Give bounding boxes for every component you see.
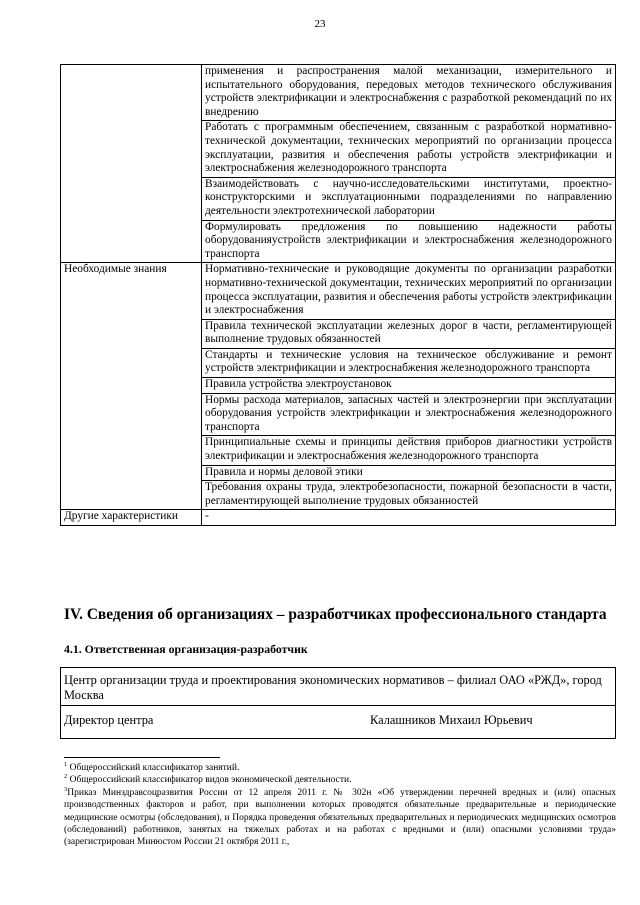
footnote (64, 774, 616, 786)
footnote-mark: 1 (64, 760, 68, 768)
footnote-mark: 2 (64, 773, 68, 781)
table-cell: Принципиальные схемы и принципы действия приборов диагностики устройств электрификации и электроснабжения железнодорожного транспорта (202, 436, 616, 465)
table-cell: Формулировать предложения по повышению надежности работы оборудованияустройств электрификации и электроснабжения железнодорожного транспорта (202, 220, 616, 263)
row-label-other-characteristics: Другие характеристики (61, 510, 202, 526)
footnote-divider (64, 757, 220, 758)
director-name: Калашников Михаил Юрьевич (370, 713, 533, 727)
row-label (61, 65, 202, 263)
skills-knowledge-table (60, 64, 616, 526)
footnote-text: Общероссийский классификатор занятий. (67, 763, 240, 773)
organization-name: Центр организации труда и проектирования экономических нормативов – филиал ОАО «РЖД», город Москва (64, 673, 602, 702)
footnote-mark: 3 (64, 785, 68, 793)
table-cell: Взаимодействовать с научно-исследовательскими институтами, проектно-конструкторскими и эксплуатационными подразделениями по направлению деятельности электротехнической лаборатории (202, 177, 616, 220)
table-cell: применения и распространения малой механизации, измерительного и испытательного оборудования, передовых методов технического обслуживания устройств электрификации и электроснабжения с разработкой рекомендаций по их внедрению (202, 65, 616, 121)
table-row (61, 263, 616, 319)
page-number: 23 (314, 18, 326, 30)
table-cell: Нормы расхода материалов, запасных частей и электроэнергии при эксплуатации оборудования устройств электрификации и электроснабжения железнодорожного транспорта (202, 393, 616, 436)
director-position: Директор центра (64, 713, 154, 727)
table-cell: Требования охраны труда, электробезопасности, пожарной безопасности в части, регламентирующей выполнение трудовых обязанностей (202, 481, 616, 510)
table-cell: Правила устройства электроустановок (202, 378, 616, 394)
table-cell: Работать с программным обеспечением, связанным с разработкой нормативно-технической документации, технических мероприятий по организации процесса эксплуатации, развития и обеспечения работы устройств электрификации и электроснабжения железнодорожного транспорта (202, 121, 616, 177)
table-row (61, 510, 616, 526)
row-label-required-knowledge: Необходимые знания (61, 263, 202, 510)
footnote-text: Приказ Минздравсоцразвития России от 12 апреля 2011 г. № 302н «Об утверждении перечней вредных и (или) опасных производственных факторов и работ, при выполнении которых проводятся обязательные предварительные и периодические медицинские осмотры (обследования), и Порядка проведения обязательных предварительных и периодических медицинских осмотров (обследований) работников, занятых на тяжелых работах и на работах с вредными и (или) опасными условиями труда» (зарегистрирован Минюстом России 21 октября 2011 г., (64, 787, 616, 848)
divider (61, 705, 615, 706)
table-cell: Стандарты и технические условия на техническое обслуживание и ремонт устройств электрификации и электроснабжения железнодорожного транспорта (202, 348, 616, 377)
table-row (61, 65, 616, 121)
footnotes (64, 762, 616, 849)
subsection-heading: 4.1. Ответственная организация-разработчик (64, 642, 308, 656)
table-cell: - (202, 510, 616, 526)
table-cell: Нормативно-технические и руководящие документы по организации разработки нормативно-технической документации, технических мероприятий по организации процесса эксплуатации, развития и обеспечения работы устройств электрификации и электроснабжения (202, 263, 616, 319)
table-cell: Правила технической эксплуатации железных дорог в части, регламентирующей выполнение трудовых обязанностей (202, 319, 616, 348)
developer-organization-box (60, 667, 616, 739)
section-heading: IV. Сведения об организациях – разработчиках профессионального стандарта (64, 606, 607, 623)
footnote (64, 787, 616, 849)
table-cell: Правила и нормы деловой этики (202, 465, 616, 481)
footnote-text: Общероссийский классификатор видов экономической деятельности. (67, 775, 352, 786)
footnote (64, 762, 616, 774)
